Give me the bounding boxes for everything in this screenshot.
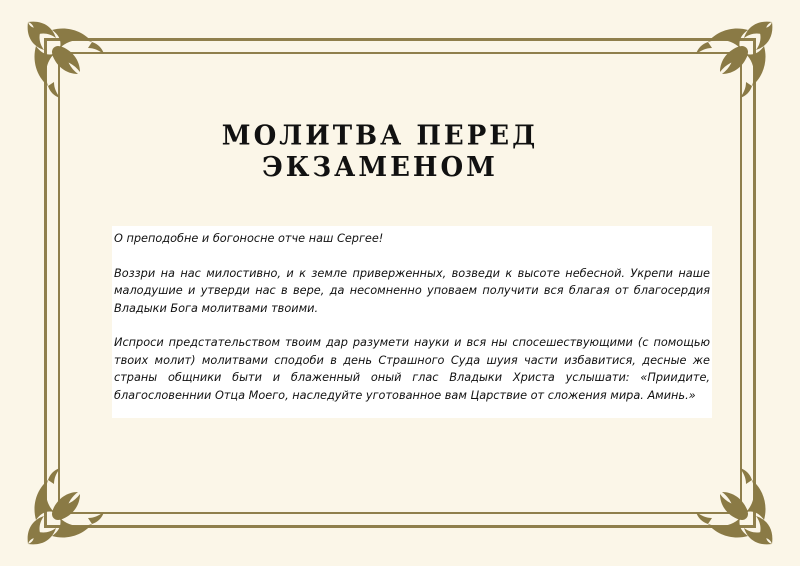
paragraph-invocation: О преподобне и богоносне отче наш Сергее! — [114, 232, 384, 245]
corner-ornament-icon — [694, 466, 778, 550]
page-title: МОЛИТВА ПЕРЕД ЭКЗАМЕНОМ — [221, 120, 539, 184]
paragraph-request: Испроси предстательством твоим дар разумети науки и вся ны спосешествующими (с помощью твоих молит) молитвами сподоби в день Страшного Суда шуия части избавитися, десные же страны общники быти и блаженный оный глас Владыки Христа услышати: «Приидите, благословеннии Отца Моего, наследуйте уготованное вам Царствие от сложения мира. Аминь.» — [114, 336, 710, 402]
prayer-text-block — [112, 226, 712, 418]
corner-ornament-icon — [22, 466, 106, 550]
corner-ornament-icon — [22, 16, 106, 100]
corner-ornament-icon — [694, 16, 778, 100]
paragraph-petition: Воззри на нас милостивно, и к земле приверженных, возведи к высоте небесной. Укрепи наше малодушие и утверди нас в вере, да несомненно уповаем получити вся благая от благосердия Владыки Бога молитвами твоими. — [114, 266, 710, 315]
